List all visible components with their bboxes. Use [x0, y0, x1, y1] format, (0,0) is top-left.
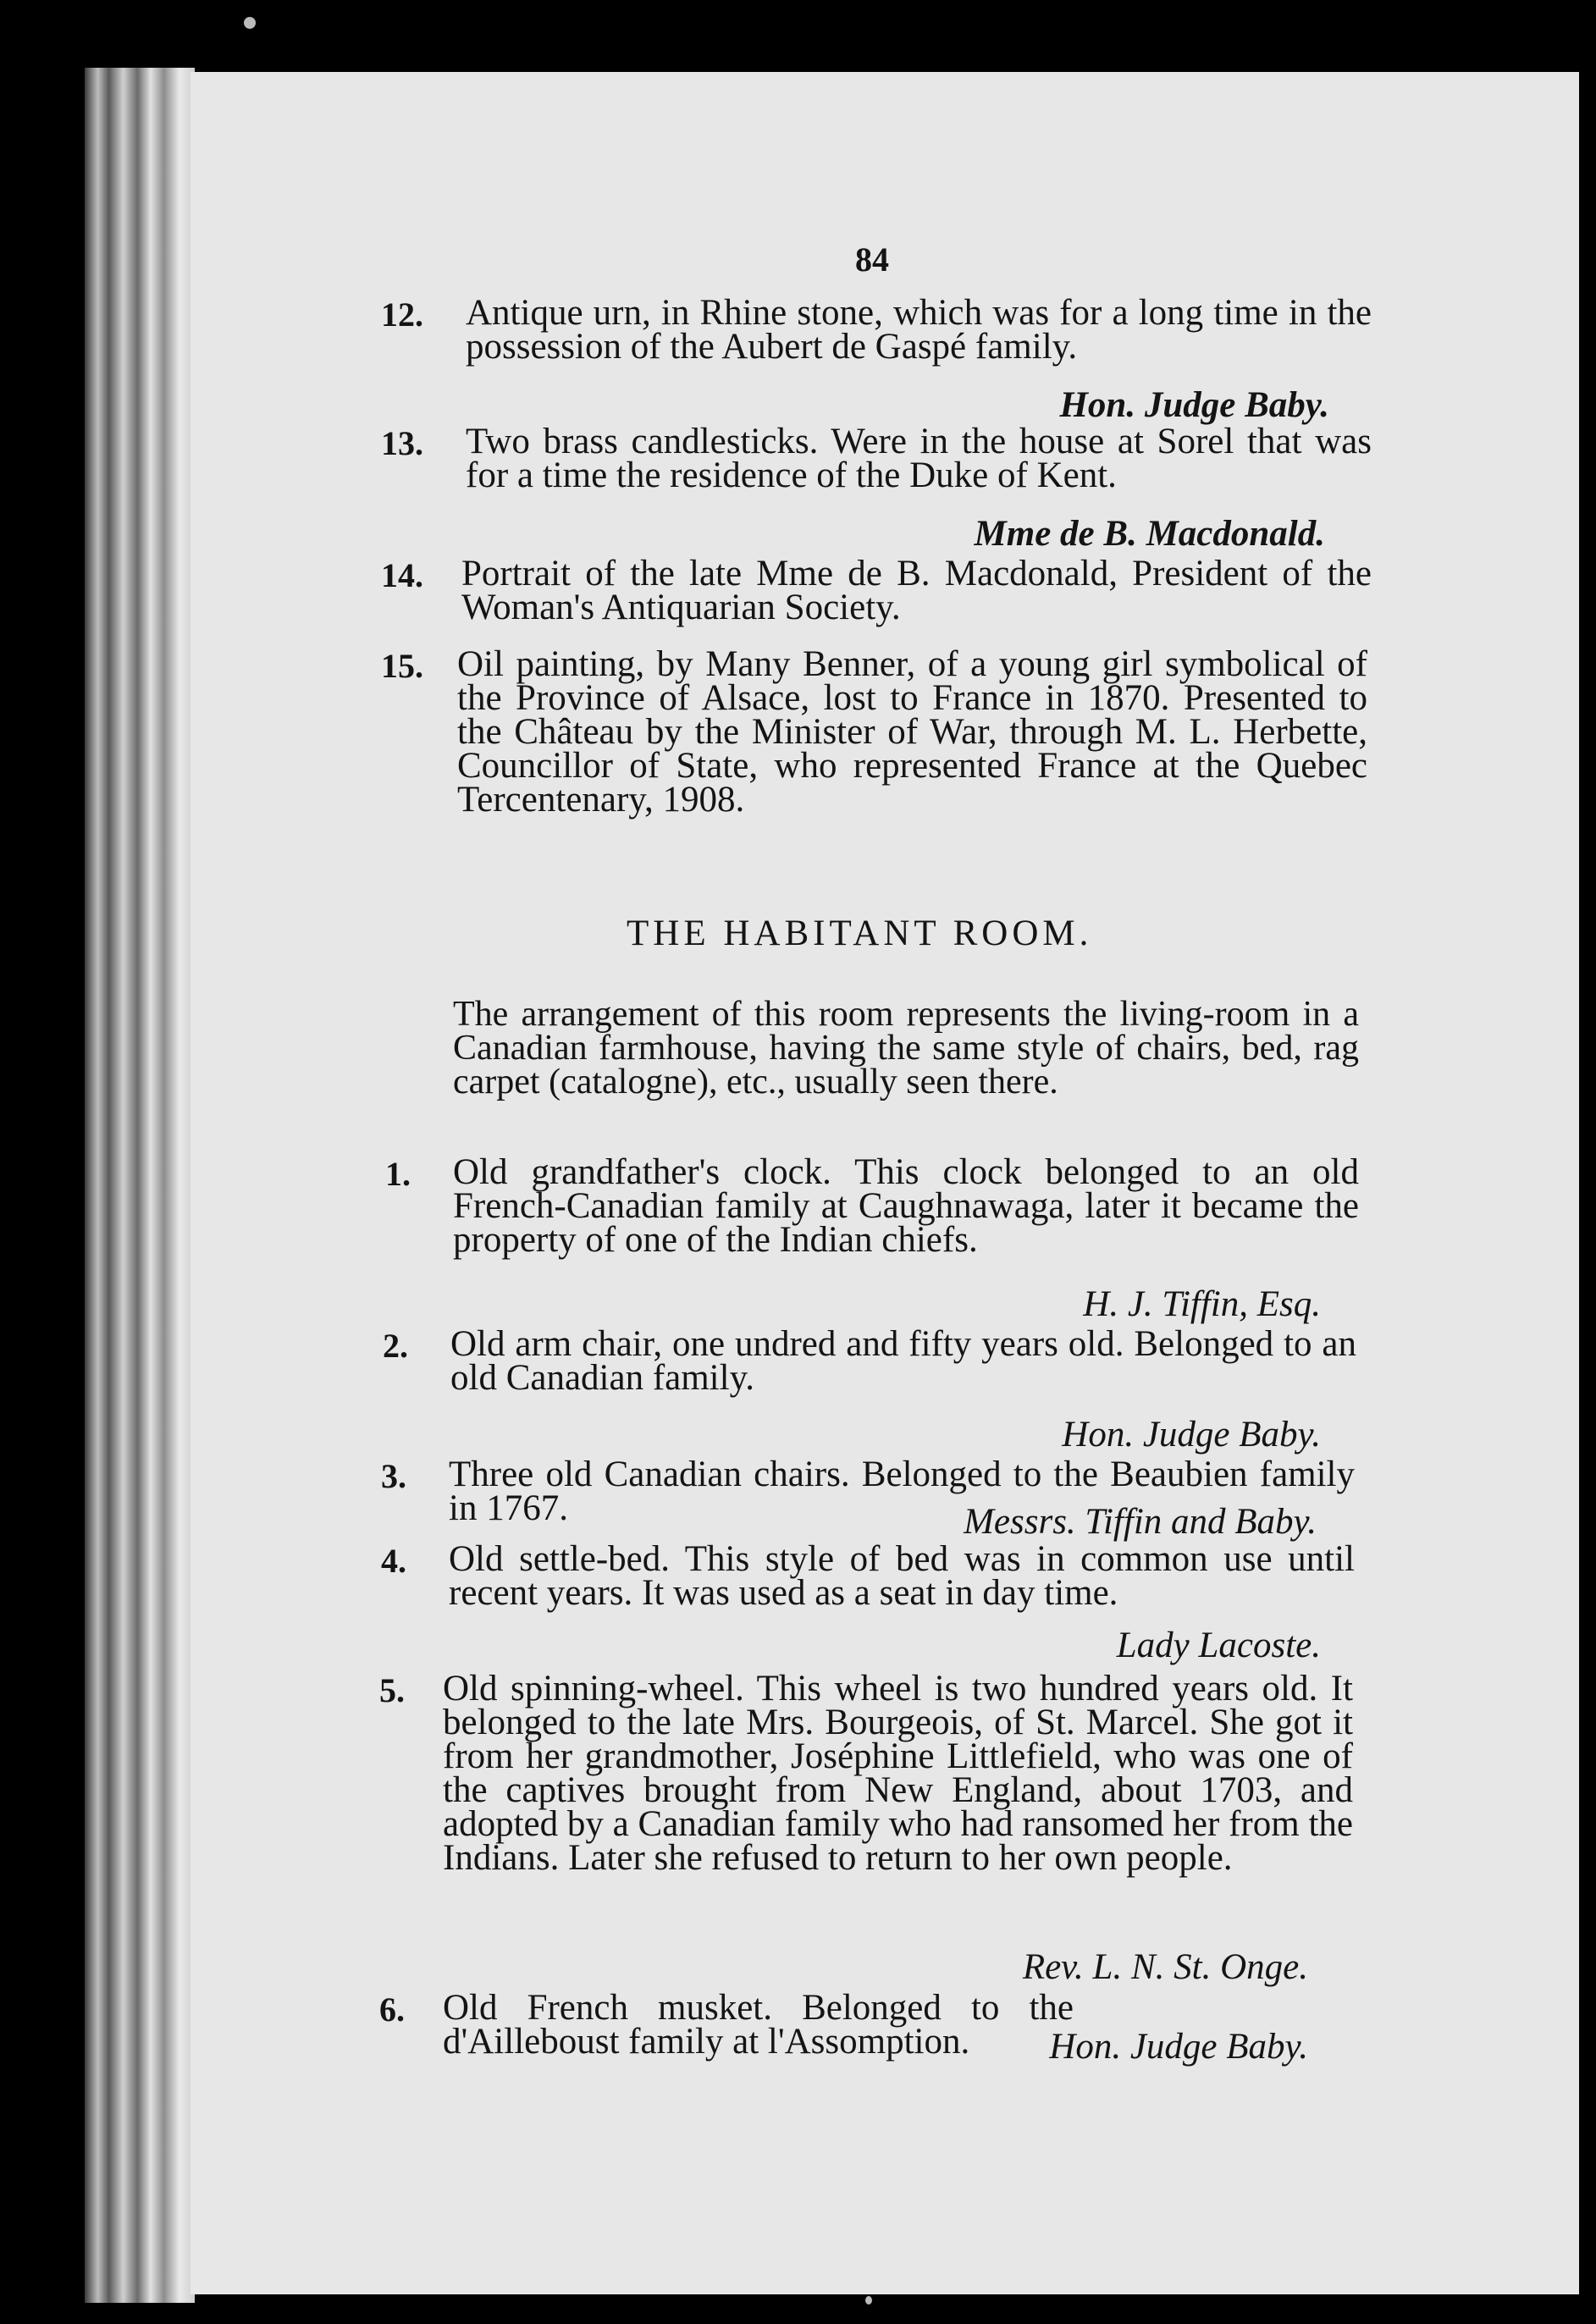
item-text: Antique urn, in Rhine stone, which was for a long time in the possession of the Aubert de Gaspé family.: [466, 293, 1372, 367]
list-item: [383, 1324, 1356, 1398]
book-binding: [85, 68, 195, 2303]
item-number: 12.: [381, 295, 423, 334]
item-text: Old settle-bed. This style of bed was in common use until recent years. It was used as a seat in day time.: [449, 1539, 1355, 1613]
item-attribution: Hon. Judge Baby.: [1059, 385, 1329, 425]
item-text: Three old Canadian chairs. Belonged to the Beaubien family in 1767.: [449, 1455, 1355, 1528]
item-text: Two brass candlesticks. Were in the house at Sorel that was for a time the residence of the Duke of Kent.: [466, 422, 1372, 495]
item-attribution: H. J. Tiffin, Esq.: [1083, 1284, 1321, 1324]
item-number: 6.: [379, 1990, 405, 2029]
list-item: [381, 554, 1372, 627]
item-attribution: Hon. Judge Baby.: [1062, 1415, 1321, 1455]
section-intro: The arrangement of this room represents the living-room in a Canadian farmhouse, having the same style of chairs, bed, rag carpet (catalogne), etc., usually seen there.: [453, 995, 1359, 1101]
item-number: 13.: [381, 424, 423, 462]
page-number: 84: [855, 240, 889, 279]
scan-speck: [865, 2296, 872, 2305]
item-attribution: Rev. L. N. St. Onge.: [1022, 1947, 1308, 1987]
item-text: Old grandfather's clock. This clock belonged to an old French-Canadian family at Caughnawaga, later it became the property of one of the Indian chiefs.: [453, 1152, 1359, 1260]
item-number: 2.: [383, 1327, 408, 1365]
item-text: Portrait of the late Mme de B. Macdonald, President of the Woman's Antiquarian Society.: [461, 554, 1372, 627]
item-number: 3.: [381, 1457, 406, 1495]
item-text: Old arm chair, one undred and fifty years old. Belonged to an old Canadian family.: [450, 1324, 1356, 1398]
item-text: Oil painting, by Many Benner, of a young girl symbolical of the Province of Alsace, lost to France in 1870. Presented to the Château by the Minister of War, through M. L. Herbette, Councillor of State, who represented France at the Quebec Tercentenary, 1908.: [457, 644, 1367, 820]
list-item: [381, 1539, 1355, 1613]
section-heading: THE HABITANT ROOM.: [627, 914, 1093, 953]
scan-speck: [244, 17, 256, 29]
list-item: [379, 1669, 1353, 1878]
item-attribution: Hon. Judge Baby.: [1049, 2027, 1308, 2067]
item-text: Old French musket. Belonged to the d'Ailleboust family at l'Assomption.: [443, 1988, 1074, 2062]
item-number: 14.: [381, 556, 423, 594]
item-number: 1.: [385, 1155, 411, 1193]
item-attribution: Lady Lacoste.: [1116, 1626, 1321, 1665]
item-number: 5.: [379, 1671, 405, 1709]
list-item: [381, 293, 1372, 367]
list-item: [381, 644, 1367, 820]
item-attribution: Messrs. Tiffin and Baby.: [964, 1502, 1317, 1542]
item-number: 15.: [381, 647, 423, 685]
item-attribution: Mme de B. Macdonald.: [974, 514, 1325, 554]
item-text: Old spinning-wheel. This wheel is two hundred years old. It belonged to the late Mrs. Bourgeois, of St. Marcel. She got it from her grandmother, Joséphine Littlefield, who was one of the captives brought from New England, about 1703, and adopted by a Canadian family who had ransomed her from the Indians. Later she refused to return to her own people.: [443, 1669, 1353, 1878]
item-number: 4.: [381, 1542, 406, 1580]
list-item: [381, 422, 1372, 495]
list-item: [385, 1152, 1359, 1260]
